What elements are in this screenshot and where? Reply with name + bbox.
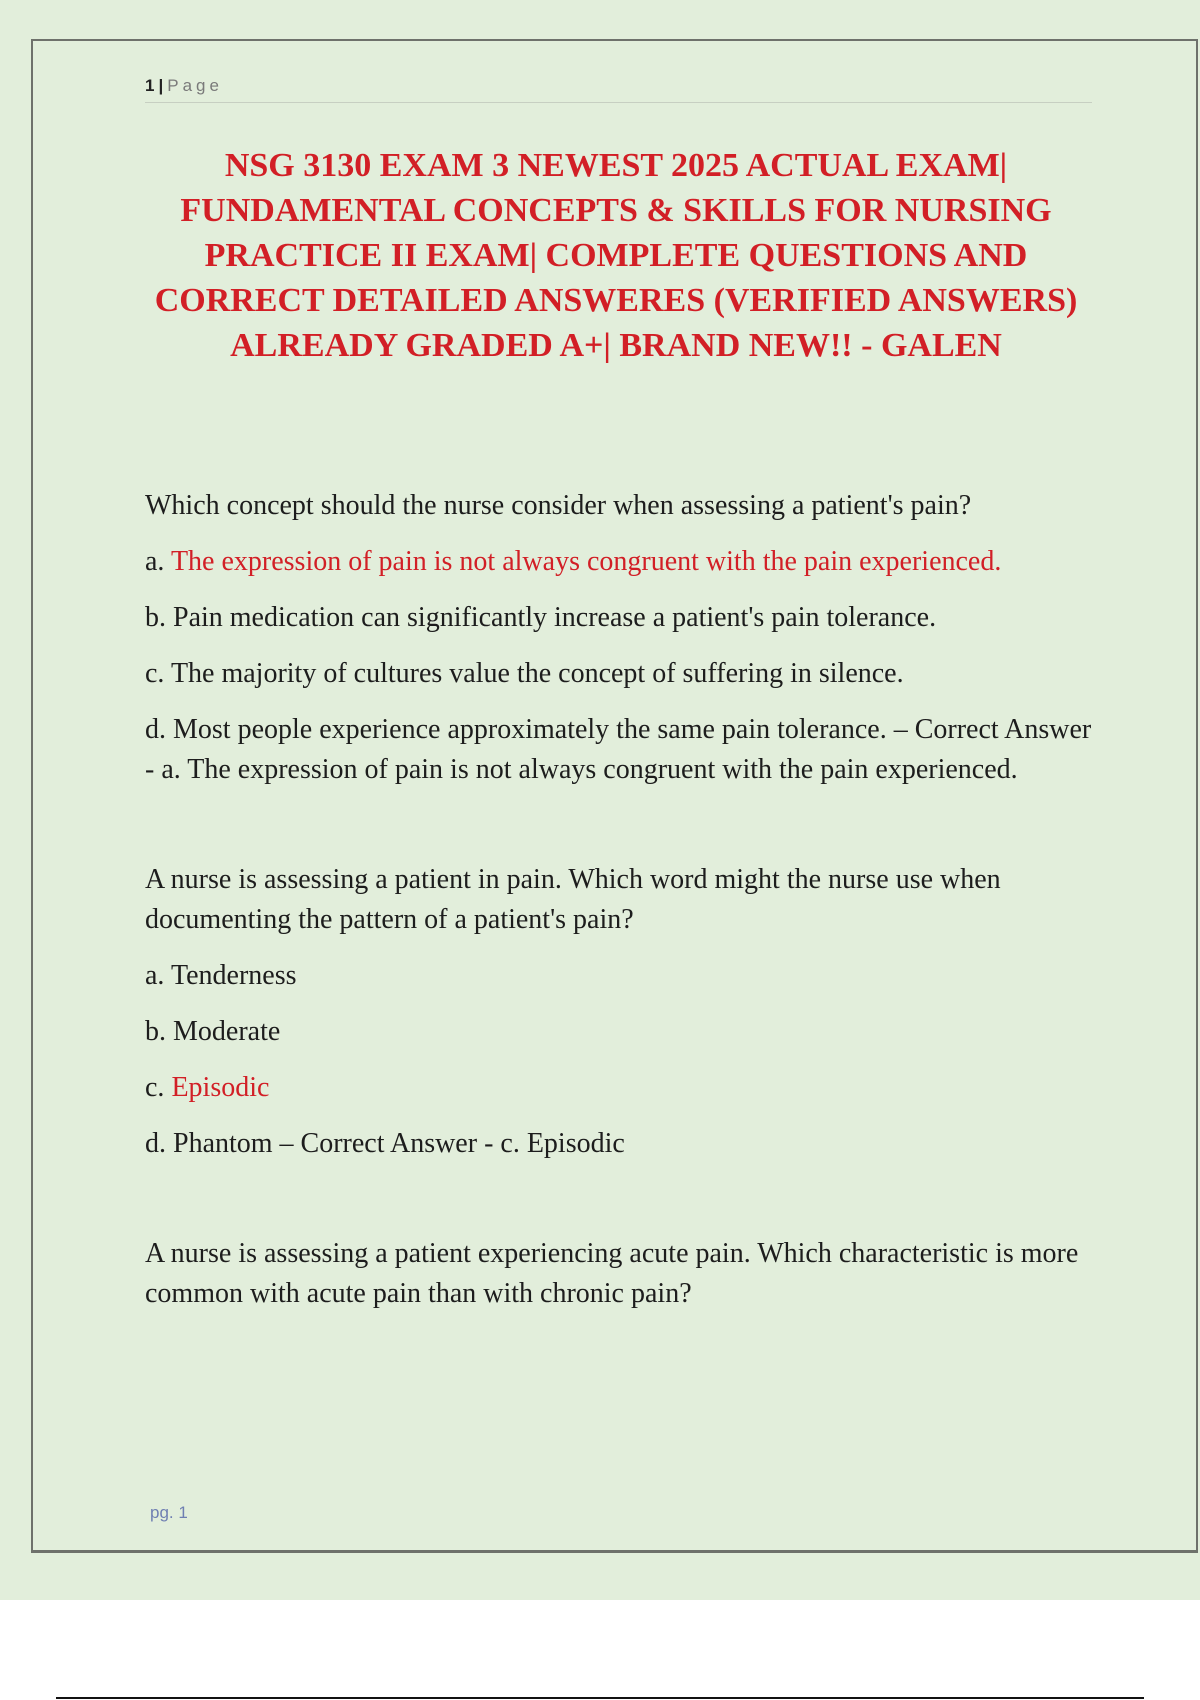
question-2-text: A nurse is assessing a patient in pain. Which word might the nurse use when documenting the pattern of a patient's pain? <box>145 864 1001 935</box>
option-letter: c. <box>145 658 165 689</box>
option-letter: b. <box>145 1016 166 1047</box>
option-letter: b. <box>145 602 166 633</box>
page-word: Page <box>167 76 223 95</box>
question-2-option-b <box>145 1012 1095 1052</box>
question-2-option-d <box>145 1124 1095 1164</box>
option-letter: d. <box>145 1128 166 1159</box>
highlighted-answer: Episodic <box>171 1072 270 1103</box>
question-1-option-d <box>145 710 1095 790</box>
question-1-option-a <box>145 542 1095 582</box>
question-list <box>145 486 1095 1330</box>
question-spacer <box>145 1180 1095 1234</box>
question-2-option-c <box>145 1068 1095 1108</box>
option-text: Moderate <box>173 1016 281 1047</box>
option-letter: c. <box>145 1072 165 1103</box>
option-letter: a. <box>145 960 165 991</box>
bottom-divider <box>56 1697 1144 1699</box>
page-footer: pg. 1 <box>150 1503 188 1522</box>
option-text: Pain medication can significantly increase a patient's pain tolerance. <box>173 602 937 633</box>
question-1-option-b <box>145 598 1095 638</box>
question-1-text: Which concept should the nurse consider when assessing a patient's pain? <box>145 490 972 521</box>
option-text: Most people experience approximately the same pain tolerance. – Correct Answer - a. The expression of pain is not always congruent with the pain experienced. <box>145 714 1092 785</box>
header-separator: | <box>158 76 164 95</box>
option-text: Phantom – Correct Answer - c. Episodic <box>173 1128 625 1159</box>
option-text: Tenderness <box>170 960 297 991</box>
page-number: 1 <box>145 76 155 95</box>
question-spacer <box>145 806 1095 860</box>
question-2-option-a <box>145 956 1095 996</box>
question-1-option-c <box>145 654 1095 694</box>
option-letter: d. <box>145 714 166 745</box>
document-title: NSG 3130 EXAM 3 NEWEST 2025 ACTUAL EXAM| FUNDAMENTAL CONCEPTS & SKILLS FOR NURSING PRACTICE II EXAM| COMPLETE QUESTIONS AND CORRECT DETAILED ANSWERES (VERIFIED ANSWERS) ALREADY GRADED A+| BRAND NEW!! - GALEN <box>154 147 1078 364</box>
option-letter: a. <box>145 546 165 577</box>
question-3-text: A nurse is assessing a patient experiencing acute pain. Which characteristic is more common with acute pain than with chronic pain? <box>145 1238 1079 1309</box>
option-text: The majority of cultures value the concept of suffering in silence. <box>170 658 904 689</box>
page-header <box>145 74 1092 103</box>
highlighted-answer: The expression of pain is not always congruent with the pain experienced. <box>170 546 1002 577</box>
